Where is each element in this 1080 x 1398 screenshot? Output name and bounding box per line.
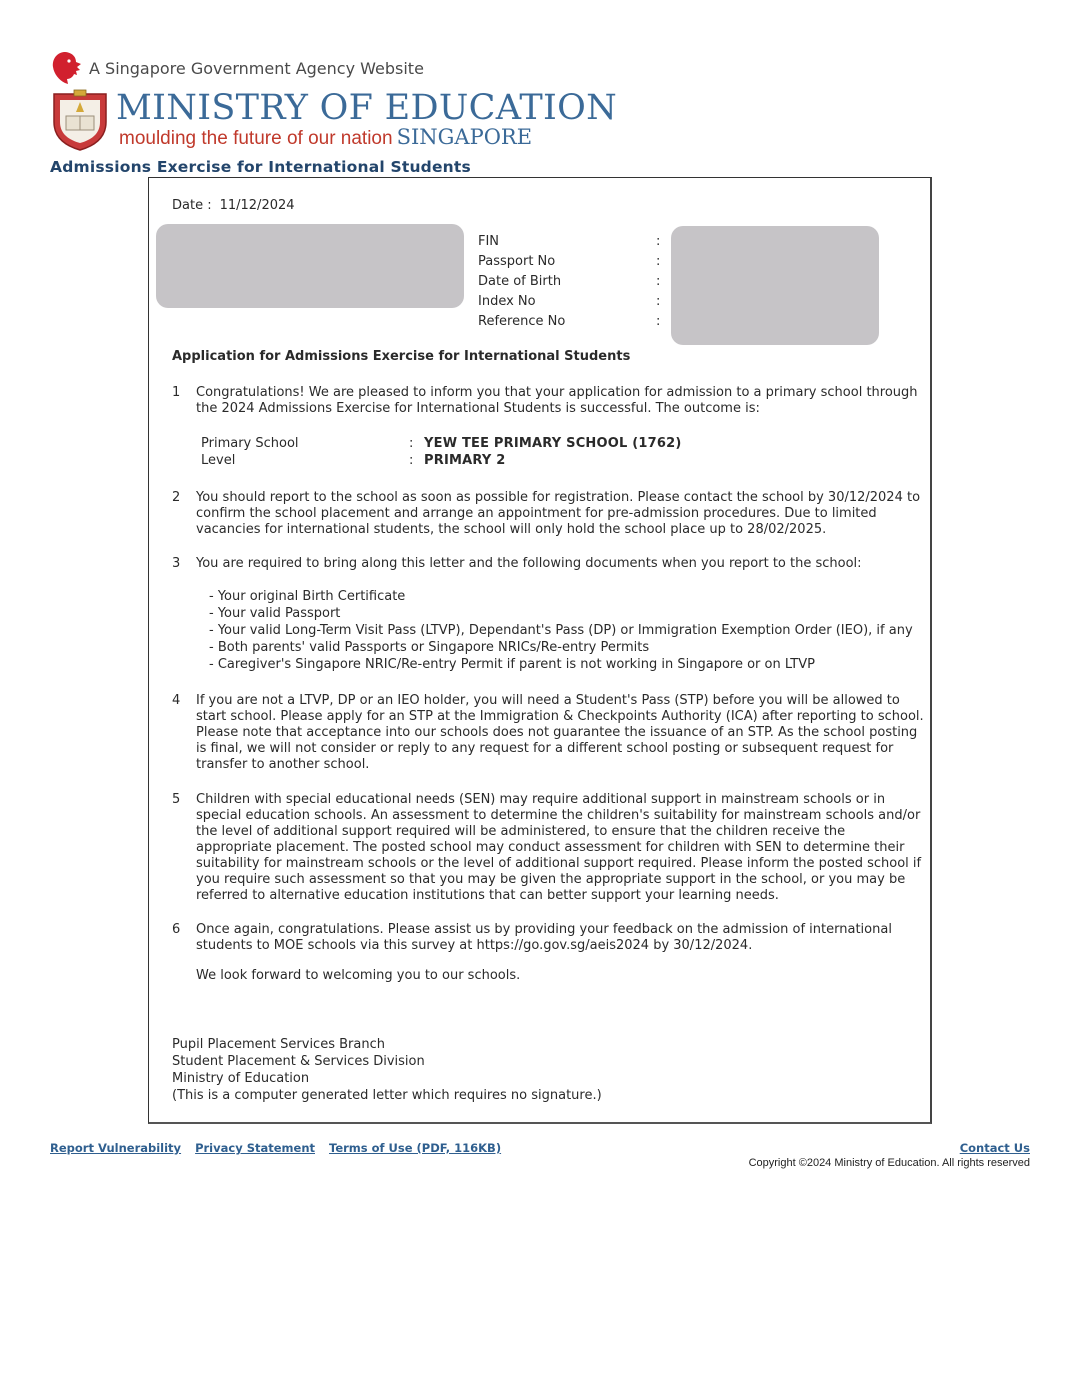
tagline-text: moulding the future of our nation	[119, 128, 393, 149]
gov-banner	[50, 50, 424, 86]
id-field-label: Reference No	[478, 314, 566, 329]
id-field-label: Date of Birth	[478, 274, 562, 289]
outcome-label: Primary School	[201, 436, 299, 451]
id-field-row: Index No :	[478, 294, 676, 314]
lion-head-icon	[50, 50, 84, 86]
paragraph-1	[172, 385, 924, 417]
copyright-notice: Copyright ©2024 Ministry of Education. All rights reserved	[748, 1157, 1030, 1169]
paragraph-text: Once again, congratulations. Please assist us by providing your feedback on the admission of international students to MOE schools via this survey at https://go.gov.sg/aeis2024 by 30/12/2024.	[196, 922, 892, 953]
id-field-row: Reference No :	[478, 314, 676, 334]
applicant-id-fields	[478, 234, 676, 334]
paragraph-text: You are required to bring along this letter and the following documents when you report to the school:	[196, 556, 862, 571]
contact-us-link[interactable]: Contact Us	[959, 1141, 1030, 1155]
list-item: - Caregiver's Singapore NRIC/Re-entry Permit if parent is not working in Singapore or on LTVP	[209, 657, 815, 672]
paragraph-number: 6	[172, 922, 181, 937]
signoff-line: (This is a computer generated letter which requires no signature.)	[172, 1088, 602, 1103]
paragraph-3	[172, 556, 924, 572]
paragraph-number: 2	[172, 490, 181, 505]
outcome-row: Primary School : YEW TEE PRIMARY SCHOOL (1762)	[201, 436, 682, 451]
moe-logo[interactable]	[50, 88, 618, 152]
paragraph-text: If you are not a LTVP, DP or an IEO holder, you will need a Student's Pass (STP) before you will be allowed to start school. Please apply for an STP at the Immigration & Checkpoints Authority (ICA) after reporting to school. Please note that acceptance into our schools does not guarantee the issuance of an STP. As the school posting is final, we will not consider or reply to any request for a different school posting or subsequent request for transfer to another school.	[196, 693, 924, 772]
paragraph-text: Congratulations! We are pleased to inform you that your application for admission to a primary school through the 2024 Admissions Exercise for International Students is successful. The outcome is:	[196, 385, 918, 416]
closing-line: We look forward to welcoming you to our schools.	[196, 968, 521, 983]
paragraph-5	[172, 792, 924, 904]
paragraph-number: 1	[172, 385, 181, 400]
redacted-name-address	[156, 224, 464, 308]
id-field-label: FIN	[478, 234, 500, 249]
privacy-statement-link[interactable]: Privacy Statement	[195, 1141, 315, 1155]
admission-outcome	[201, 436, 682, 470]
list-item: - Both parents' valid Passports or Singapore NRICs/Re-entry Permits	[209, 640, 650, 655]
date-value: 11/12/2024	[219, 198, 295, 213]
id-field-row: FIN :	[478, 234, 676, 254]
paragraph-2	[172, 490, 924, 538]
redacted-id-values	[671, 226, 879, 345]
outcome-label: Level	[201, 453, 236, 468]
required-documents-list	[209, 589, 913, 674]
id-field-label: Passport No	[478, 254, 556, 269]
paragraph-6	[172, 922, 924, 954]
letter-signoff	[172, 1037, 602, 1105]
signoff-line: Student Placement & Services Division	[172, 1054, 425, 1069]
moe-crest-icon	[50, 88, 110, 152]
ministry-tagline	[119, 125, 532, 151]
id-field-row: Passport No :	[478, 254, 676, 274]
paragraph-text: You should report to the school as soon as possible for registration. Please contact the school by 30/12/2024 to confirm the school placement and arrange an appointment for pre-admission procedures. Due to limited vacancies for international students, the school will only hold the school place up to 28/02/2025.	[196, 490, 921, 537]
list-item: - Your original Birth Certificate	[209, 589, 406, 604]
id-field-row: Date of Birth :	[478, 274, 676, 294]
signoff-line: Pupil Placement Services Branch	[172, 1037, 385, 1052]
terms-of-use-link[interactable]: Terms of Use (PDF, 116KB)	[329, 1141, 502, 1155]
paragraph-number: 5	[172, 792, 181, 807]
paragraph-text: Children with special educational needs (SEN) may require additional support in mainstream schools or in special education schools. An assessment to determine the children's suitability for mainstream schools and/or the level of additional support required will be administered, to ensure that the children receive the appropriate placement. The posted school may conduct assessment for children with SEN to determine their suitability for mainstream schools or the level of additional support required. Please inform the posted school if you require such assessment so that you may be given the appropriate support in the school, or you may be referred to alternative education institutions that can better support your learning needs.	[196, 792, 922, 903]
list-item: - Your valid Passport	[209, 606, 341, 621]
paragraph-number: 3	[172, 556, 181, 571]
outcome-row: Level : PRIMARY 2	[201, 453, 506, 468]
list-item: - Your valid Long-Term Visit Pass (LTVP), Dependant's Pass (DP) or Immigration Exemption Order (IEO), if any	[209, 623, 913, 638]
letter-subject: Application for Admissions Exercise for International Students	[172, 349, 631, 364]
paragraph-4	[172, 693, 924, 773]
ministry-title: MINISTRY OF EDUCATION	[116, 88, 618, 128]
letter-date	[172, 198, 295, 214]
gov-banner-text: A Singapore Government Agency Website	[89, 58, 424, 78]
date-label: Date :	[172, 198, 212, 213]
id-field-label: Index No	[478, 294, 536, 309]
admission-letter	[148, 177, 932, 1124]
tagline-country: SINGAPORE	[396, 125, 533, 149]
signoff-line: Ministry of Education	[172, 1071, 310, 1086]
page-title: Admissions Exercise for International Students	[50, 158, 471, 176]
outcome-value: YEW TEE PRIMARY SCHOOL (1762)	[424, 436, 682, 451]
outcome-value: PRIMARY 2	[424, 453, 506, 468]
footer-links	[50, 1141, 511, 1155]
footer-contact	[960, 1141, 1030, 1155]
report-vulnerability-link[interactable]: Report Vulnerability	[50, 1141, 182, 1155]
paragraph-number: 4	[172, 693, 181, 708]
